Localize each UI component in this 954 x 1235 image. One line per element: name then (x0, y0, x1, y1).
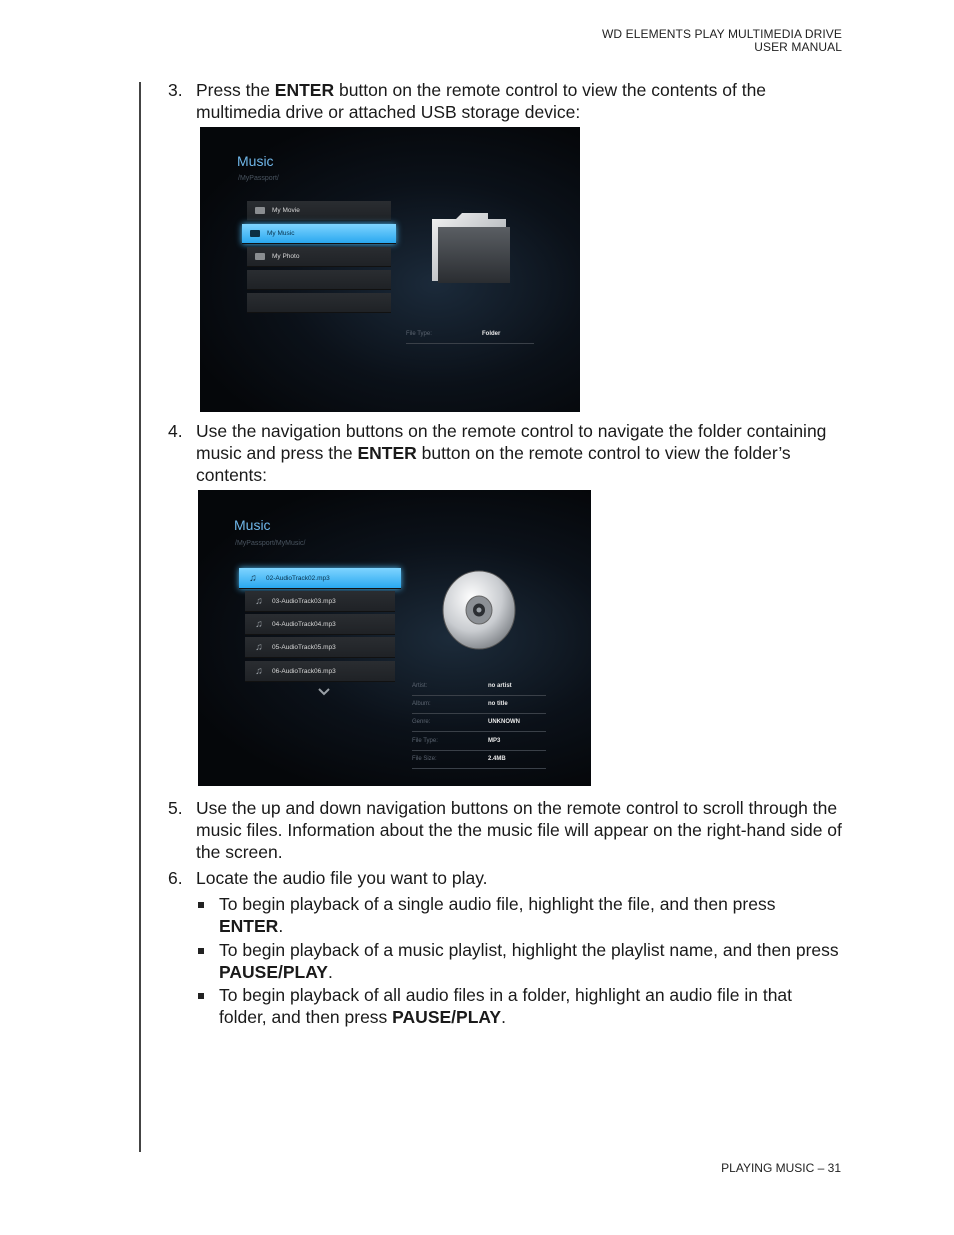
info-value: 2.4MB (488, 756, 506, 762)
info-row (412, 677, 546, 696)
info-row (412, 732, 546, 751)
item-label: 05-AudioTrack05.mp3 (272, 643, 336, 651)
info-value: no title (488, 701, 508, 707)
key-name: ENTER (274, 80, 335, 100)
footer-separator: – (814, 1161, 828, 1175)
folder-icon (255, 207, 265, 214)
text-run: . (327, 962, 333, 982)
info-row (406, 325, 534, 344)
music-note-icon: ♫ (249, 572, 257, 584)
page-header (602, 28, 842, 54)
step-text: Locate the audio file you want to play. (196, 868, 488, 888)
item-label: 02-AudioTrack02.mp3 (266, 574, 330, 582)
item-label: 04-AudioTrack04.mp3 (272, 620, 336, 628)
footer-section: PLAYING MUSIC (721, 1161, 815, 1175)
info-row (412, 750, 546, 769)
item-label: 06-AudioTrack06.mp3 (272, 667, 336, 675)
step-number: 3. (168, 80, 183, 100)
music-note-icon: ♫ (255, 595, 263, 607)
step-text: Use the up and down navigation buttons on the remote control to scroll through the music files. Information about the the music file will appear on the right-hand side of the screen. (196, 798, 842, 862)
margin-rule (139, 82, 141, 1152)
bullet-marker (198, 902, 204, 908)
info-value: UNKNOWN (488, 719, 520, 725)
info-value: Folder (482, 331, 501, 337)
info-key: File Type: (412, 738, 438, 744)
music-note-icon: ♫ (255, 641, 263, 653)
list-item[interactable] (245, 591, 395, 612)
bullet-marker (198, 993, 204, 999)
folder-icon (250, 230, 260, 237)
key-name: ENTER (357, 443, 417, 463)
item-label: My Music (267, 230, 295, 237)
step-text (196, 79, 846, 123)
bullet-text (219, 939, 839, 983)
info-key: Genre: (412, 719, 431, 725)
step-text (196, 420, 846, 486)
cd-disc-icon (441, 569, 519, 653)
bullet-marker (198, 948, 204, 954)
key-name: PAUSE/PLAY (392, 1007, 502, 1027)
list-item-selected[interactable] (242, 224, 396, 244)
item-label: My Movie (272, 207, 300, 214)
step-number: 4. (168, 421, 183, 441)
folder-icon (255, 253, 265, 260)
key-name: ENTER (219, 916, 279, 936)
info-row (412, 695, 546, 714)
text-run: To begin playback of a music playlist, highlight the playlist name, and then press (219, 940, 839, 960)
info-key: Artist: (412, 683, 428, 689)
bullet-text (219, 893, 839, 937)
header-title: WD ELEMENTS PLAY MULTIMEDIA DRIVE (601, 27, 842, 41)
info-row (412, 713, 546, 732)
info-key: Album: (412, 701, 431, 707)
list-item[interactable] (247, 247, 391, 267)
item-label: My Photo (272, 253, 300, 260)
screen-path: /MyPassport/ (238, 175, 279, 182)
info-key: File Type: (406, 331, 432, 337)
chevron-down-icon[interactable] (317, 687, 331, 696)
folder-icon (428, 211, 514, 287)
bullet-text (219, 984, 839, 1028)
header-subtitle: USER MANUAL (754, 40, 842, 54)
music-note-icon: ♫ (255, 618, 263, 630)
list-item[interactable] (245, 661, 395, 682)
screen-title: Music (234, 517, 271, 533)
list-item-empty (247, 293, 391, 313)
list-item[interactable] (245, 614, 395, 635)
key-name: PAUSE/PLAY (219, 962, 328, 982)
item-label: 03-AudioTrack03.mp3 (272, 597, 336, 605)
info-key: File Size: (412, 756, 437, 762)
list-item[interactable] (245, 637, 395, 658)
list-item-empty (247, 270, 391, 290)
screen-title: Music (237, 153, 274, 169)
info-value: no artist (488, 683, 512, 689)
text-run: . (501, 1007, 506, 1027)
text-run: Press the (196, 80, 275, 100)
text-run: . (278, 916, 284, 936)
text-run: Use the navigation buttons on the remote control to navigate the folder containing music and press the (196, 421, 827, 463)
page-number: 31 (827, 1161, 841, 1175)
music-note-icon: ♫ (255, 665, 263, 677)
page-footer (721, 1161, 841, 1175)
step-number: 5. (168, 798, 183, 818)
screenshot-music-list (198, 490, 591, 786)
screenshot-folder-list (200, 127, 580, 412)
step-number: 6. (168, 868, 183, 888)
info-value: MP3 (488, 738, 501, 744)
text-run: To begin playback of a single audio file, highlight the file, and then press (219, 894, 776, 914)
text-run: button on the remote control to view the contents of the multimedia drive or attached USB storage device: (196, 80, 767, 122)
text-run: To begin playback of all audio files in a folder, highlight an audio file in that folder, and then press (219, 985, 793, 1027)
text-run: button on the remote control to view the folder’s contents: (196, 443, 791, 485)
screen-path: /MyPassport/MyMusic/ (235, 540, 306, 547)
list-item-selected[interactable] (239, 568, 401, 589)
list-item[interactable] (247, 201, 391, 221)
